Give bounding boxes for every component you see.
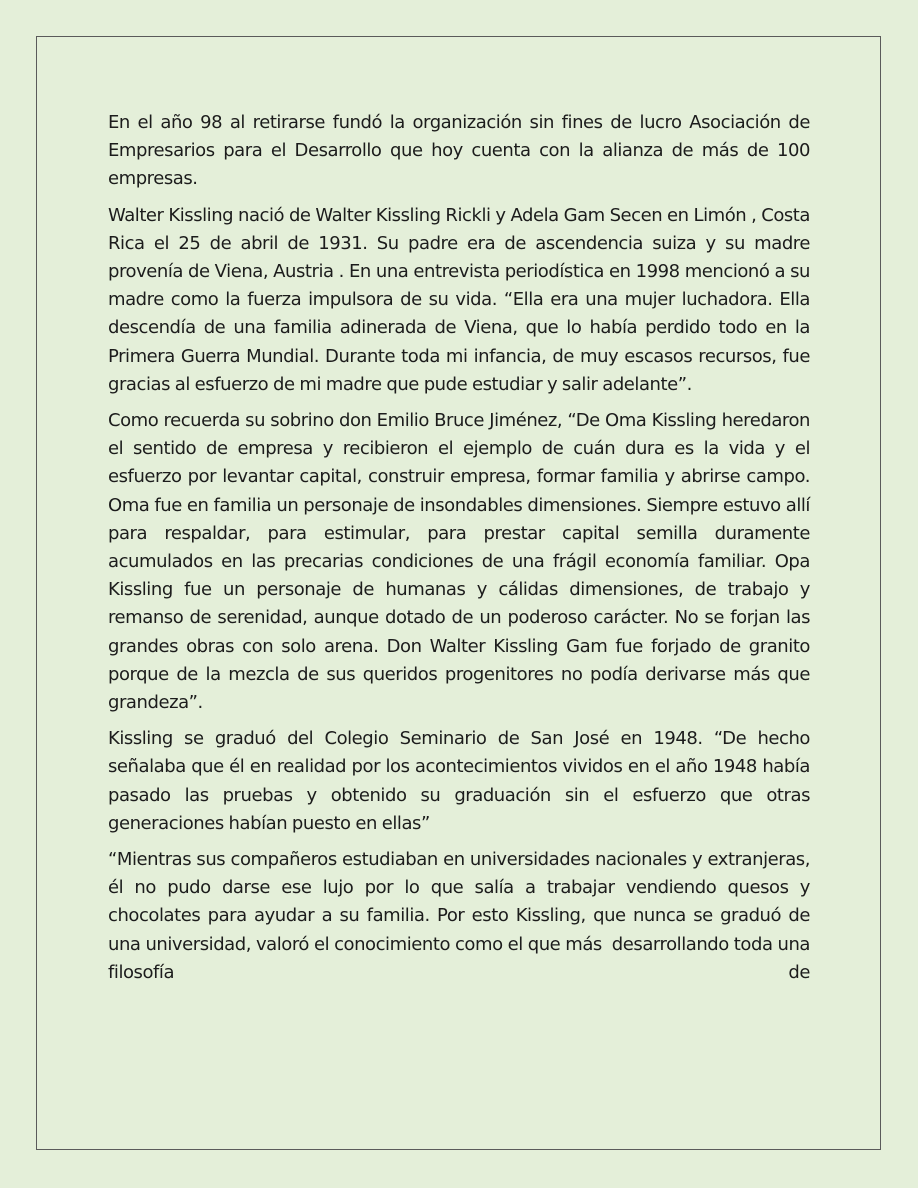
paragraph-work: “Mientras sus compañeros estudiaban en universidades nacionales y extranjeras, él no pudo darse ese lujo por lo que salía a trabajar vendiendo quesos y chocolates para ayudar a su familia. Por esto Kissling, que nunca se graduó de una universidad, valoró el conocimiento como el que más desarrollando toda una filosofía de — [108, 849, 820, 983]
paragraph-retirement: En el año 98 al retirarse fundó la organización sin fines de lucro Asociación de Empresarios para el Desarrollo que hoy cuenta con la alianza de más de 100 empresas. — [108, 112, 815, 190]
paragraph-family-quote: Como recuerda su sobrino don Emilio Bruce Jiménez, “De Oma Kissling heredaron el sentido de empresa y recibieron el ejemplo de cuán dura es la vida y el esfuerzo por levantar capital, construir empresa, formar familia y abrirse campo. Oma fue en familia un personaje de insondables dimensiones. Siempre estuvo allí para respaldar, para estimular, para prestar capital semilla duramente acumulados en las precarias condiciones de una frágil economía familiar. Opa Kissling fue un personaje de humanas y cálidas dimensiones, de trabajo y remanso de serenidad, aunque dotado de un poderoso carácter. No se forjan las grandes obras con solo arena. Don Walter Kissling Gam fue forjado de granito porque de la mezcla de sus queridos progenitores no podía derivarse más que grandeza”. — [108, 410, 815, 714]
document-body — [108, 109, 820, 995]
paragraph-graduation: Kissling se graduó del Colegio Seminario de San José en 1948. “De hecho señalaba que él en realidad por los acontecimientos vividos en el año 1948 había pasado las pruebas y obtenido su graduación sin el esfuerzo que otras generaciones habían puesto en ellas” — [108, 728, 815, 834]
paragraph-birth: Walter Kissling nació de Walter Kissling Rickli y Adela Gam Secen en Limón , Costa Rica el 25 de abril de 1931. Su padre era de ascendencia suiza y su madre provenía de Viena, Austria . En una entrevista periodística en 1998 mencionó a su madre como la fuerza impulsora de su vida. “Ella era una mujer luchadora. Ella descendía de una familia adinerada de Viena, que lo había perdido todo en la Primera Guerra Mundial. Durante toda mi infancia, de muy escasos recursos, fue gracias al esfuerzo de mi madre que pude estudiar y salir adelante”. — [108, 204, 815, 395]
